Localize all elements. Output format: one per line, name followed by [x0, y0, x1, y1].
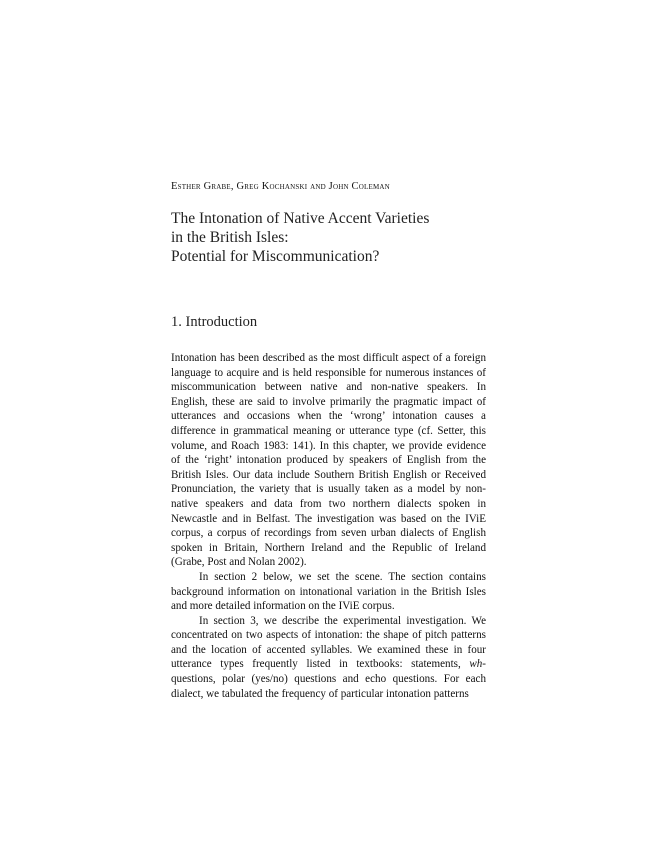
title-line: The Intonation of Native Accent Varieties: [171, 210, 430, 227]
paragraph: [171, 614, 486, 702]
title-line: Potential for Miscommunication?: [171, 248, 380, 265]
paragraph: In section 2 below, we set the scene. The section contains background information on intonational variation in the British Isles and more detailed information on the IViE corpus.: [171, 570, 486, 613]
paragraph-text: In section 3, we describe the experimental investigation. We concentrated on two aspects of intonation: the shape of pitch patterns and the location of accented syllables. We examined these in four utterance types frequently listed in textbooks: statements,: [171, 614, 486, 671]
paragraph: Intonation has been described as the most difficult aspect of a foreign language to acquire and is held responsible for numerous instances of miscommunication between native and non-native speakers. In English, these are said to involve primarily the pragmatic impact of utterances and occasions when the ‘wrong’ intonation causes a difference in grammatical meaning or utterance type (cf. Setter, this volume, and Roach 1983: 141). In this chapter, we provide evidence of the ‘right’ intonation produced by speakers of English from the British Isles. Our data include Southern British English or Received Pronunciation, the variety that is usually taken as a model by non-native speakers and data from two northern dialects spoken in Newcastle and in Belfast. The investigation was based on the IViE corpus, a corpus of recordings from seven urban dialects of English spoken in Britain, Northern Ireland and the Republic of Ireland (Grabe, Post and Nolan 2002).: [171, 352, 486, 569]
body-text: [171, 351, 486, 701]
paragraph-text: -questions, polar (yes/no) questions and echo questions. For each dialect, we tabulated the frequency of particular intonation patterns: [171, 658, 486, 700]
section-heading: 1. Introduction: [171, 314, 258, 330]
title-line: in the British Isles:: [171, 229, 289, 246]
italic-term: wh: [469, 658, 483, 671]
author-line: Esther Grabe, Greg Kochanski and John Coleman: [171, 181, 390, 192]
chapter-title: [171, 209, 501, 266]
